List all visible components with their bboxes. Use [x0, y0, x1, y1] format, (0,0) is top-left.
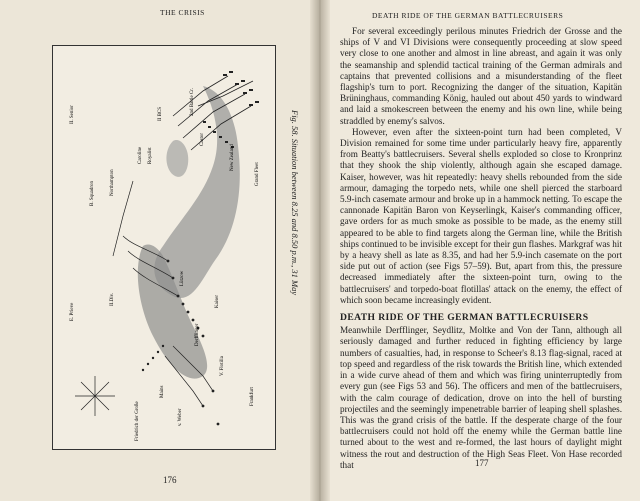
map-label-grand-fleet: Grand Fleet [255, 162, 260, 186]
map-label-v-weber: v. Weber [178, 408, 183, 426]
figure-caption [290, 110, 300, 440]
map-label-mains: Mains [160, 385, 165, 398]
map-label-lutzow: Lützow [180, 270, 185, 286]
map-label-ii-bcs: II BCS [158, 106, 163, 121]
map-label-northampton: Northampton [110, 169, 115, 196]
page-number-left: 176 [163, 475, 177, 485]
smoke-area-small [166, 140, 188, 177]
map-label-castor: Castor [200, 132, 205, 146]
battle-map-figure [52, 45, 276, 450]
compass-rose [75, 376, 115, 416]
map-label-new-zealand: New Zealand [230, 144, 235, 171]
map-label-b-senior: II. Senior [70, 105, 75, 124]
section-heading: DEATH RIDE OF THE GERMAN BATTLECRUISERS [340, 312, 589, 324]
map-label-b-squadron: B. Squadron [90, 181, 95, 206]
running-head-left: THE CRISIS [160, 8, 205, 17]
map-label-friedrich: Friedrich der Große [135, 401, 140, 441]
map-label-v-flotilla: V. Flotilla [220, 356, 225, 376]
running-head-right: DEATH RIDE OF THE GERMAN BATTLECRUISERS [372, 11, 564, 20]
map-label-derfflinger: Derfflinger [195, 323, 200, 346]
map-label-kaiser: Kaiser [215, 294, 220, 308]
book-gutter [310, 0, 330, 501]
map-label-frankfurt: Frankfurt [250, 387, 255, 406]
british-tracks [173, 76, 253, 150]
map-label-royalist: Royalist [148, 147, 153, 164]
paragraph-1: For several exceedingly perilous minutes Friedrich der Grosse and the ships of V and VI Divisions were consequently proceeding at slow speed very close to one another and almost in line abreast, and again it was only the seamanship and splendid tactical training of the German admirals and captains that prevented collisions and a misunderstanding of the fleet flagship's turn to port. Recognizing the danger of the situation, Kapitän Brüninghaus, commanding König, hauled out about 450 yards to windward and laid a smokescreen between the enemy and his own line, while being straddled by enemy's salvos. [340, 26, 622, 126]
map-label-ii-div: II.Div. [110, 292, 115, 306]
battle-map [53, 46, 275, 449]
paragraph-2: However, even after the sixteen-point turn had been completed, V Division remained for some time under particularly heavy fire, apparently from Beatty's battlecruisers. Several shells exploded so close to Kronprinz that they shook the ship violently, although again she escaped damage. Kaiser, however, was hit repeatedly: heavy shells rebounded from the side armour, damaging the torpedo nets, while one shell pierced the starboard 5.9-inch casemate armour and broke up in a hammock netting. To escape the cannonade Kapitän Baron von Keyserlingk, Kaiser's commanding officer, gave orders for as much smoke as possible to be made, as the enemy still appeared to be able to find targets along the German line, while the British ships continued to be invisible except for their gun flashes. Markgraf was hit by a heavy shell as late as 8.35, and had her 5.9-inch casemate on the port side put out of action (see Figs 57–59). But, apart from this, the pressure decreased immediately after the sixteen-point turn, owing to the battlecruisers' and torpedo-boat flotillas' attack on the enemy, the effect of which soon became increasingly evident. [340, 126, 622, 305]
map-label-e-prieve: E. Prieve [70, 302, 75, 321]
map-label-caroline: Caroline [138, 146, 143, 164]
body-text [340, 26, 622, 471]
map-label-2nd-battle-cr: 2nd Battle Cr. [190, 88, 195, 116]
paragraph-3: Meanwhile Derfflinger, Seydlitz, Moltke and Von der Tann, although all seriously damaged and further reduced in fighting efficiency by large numbers of casualties, had, in response to Scheer's 8.13 flag-signal, raced at top speed and regardless of the risk towards the British line, which extended in a wide curve ahead of them and which was firing uninterruptedly from every gun (see Figs 53 and 56). The officers and men of the battlecruisers, with the calm courage of dedication, drove on into the hell of bursting projectiles and the seemingly impenetrable barrier of leaping shell splashes. This was the grand crisis of the battle. If the desperate charge of the four battlecruisers could not hold off the enemy while the German battle line turned about to the west and re-formed, the last hours of daylight might witness the rout and destruction of the High Seas Fleet. Von Hase recorded that [340, 325, 622, 470]
page-number-right: 177 [475, 458, 489, 468]
figure-caption-text: Fig. 58. Situation between 8.25 and 8.50 p.m., 31 May [290, 110, 300, 296]
